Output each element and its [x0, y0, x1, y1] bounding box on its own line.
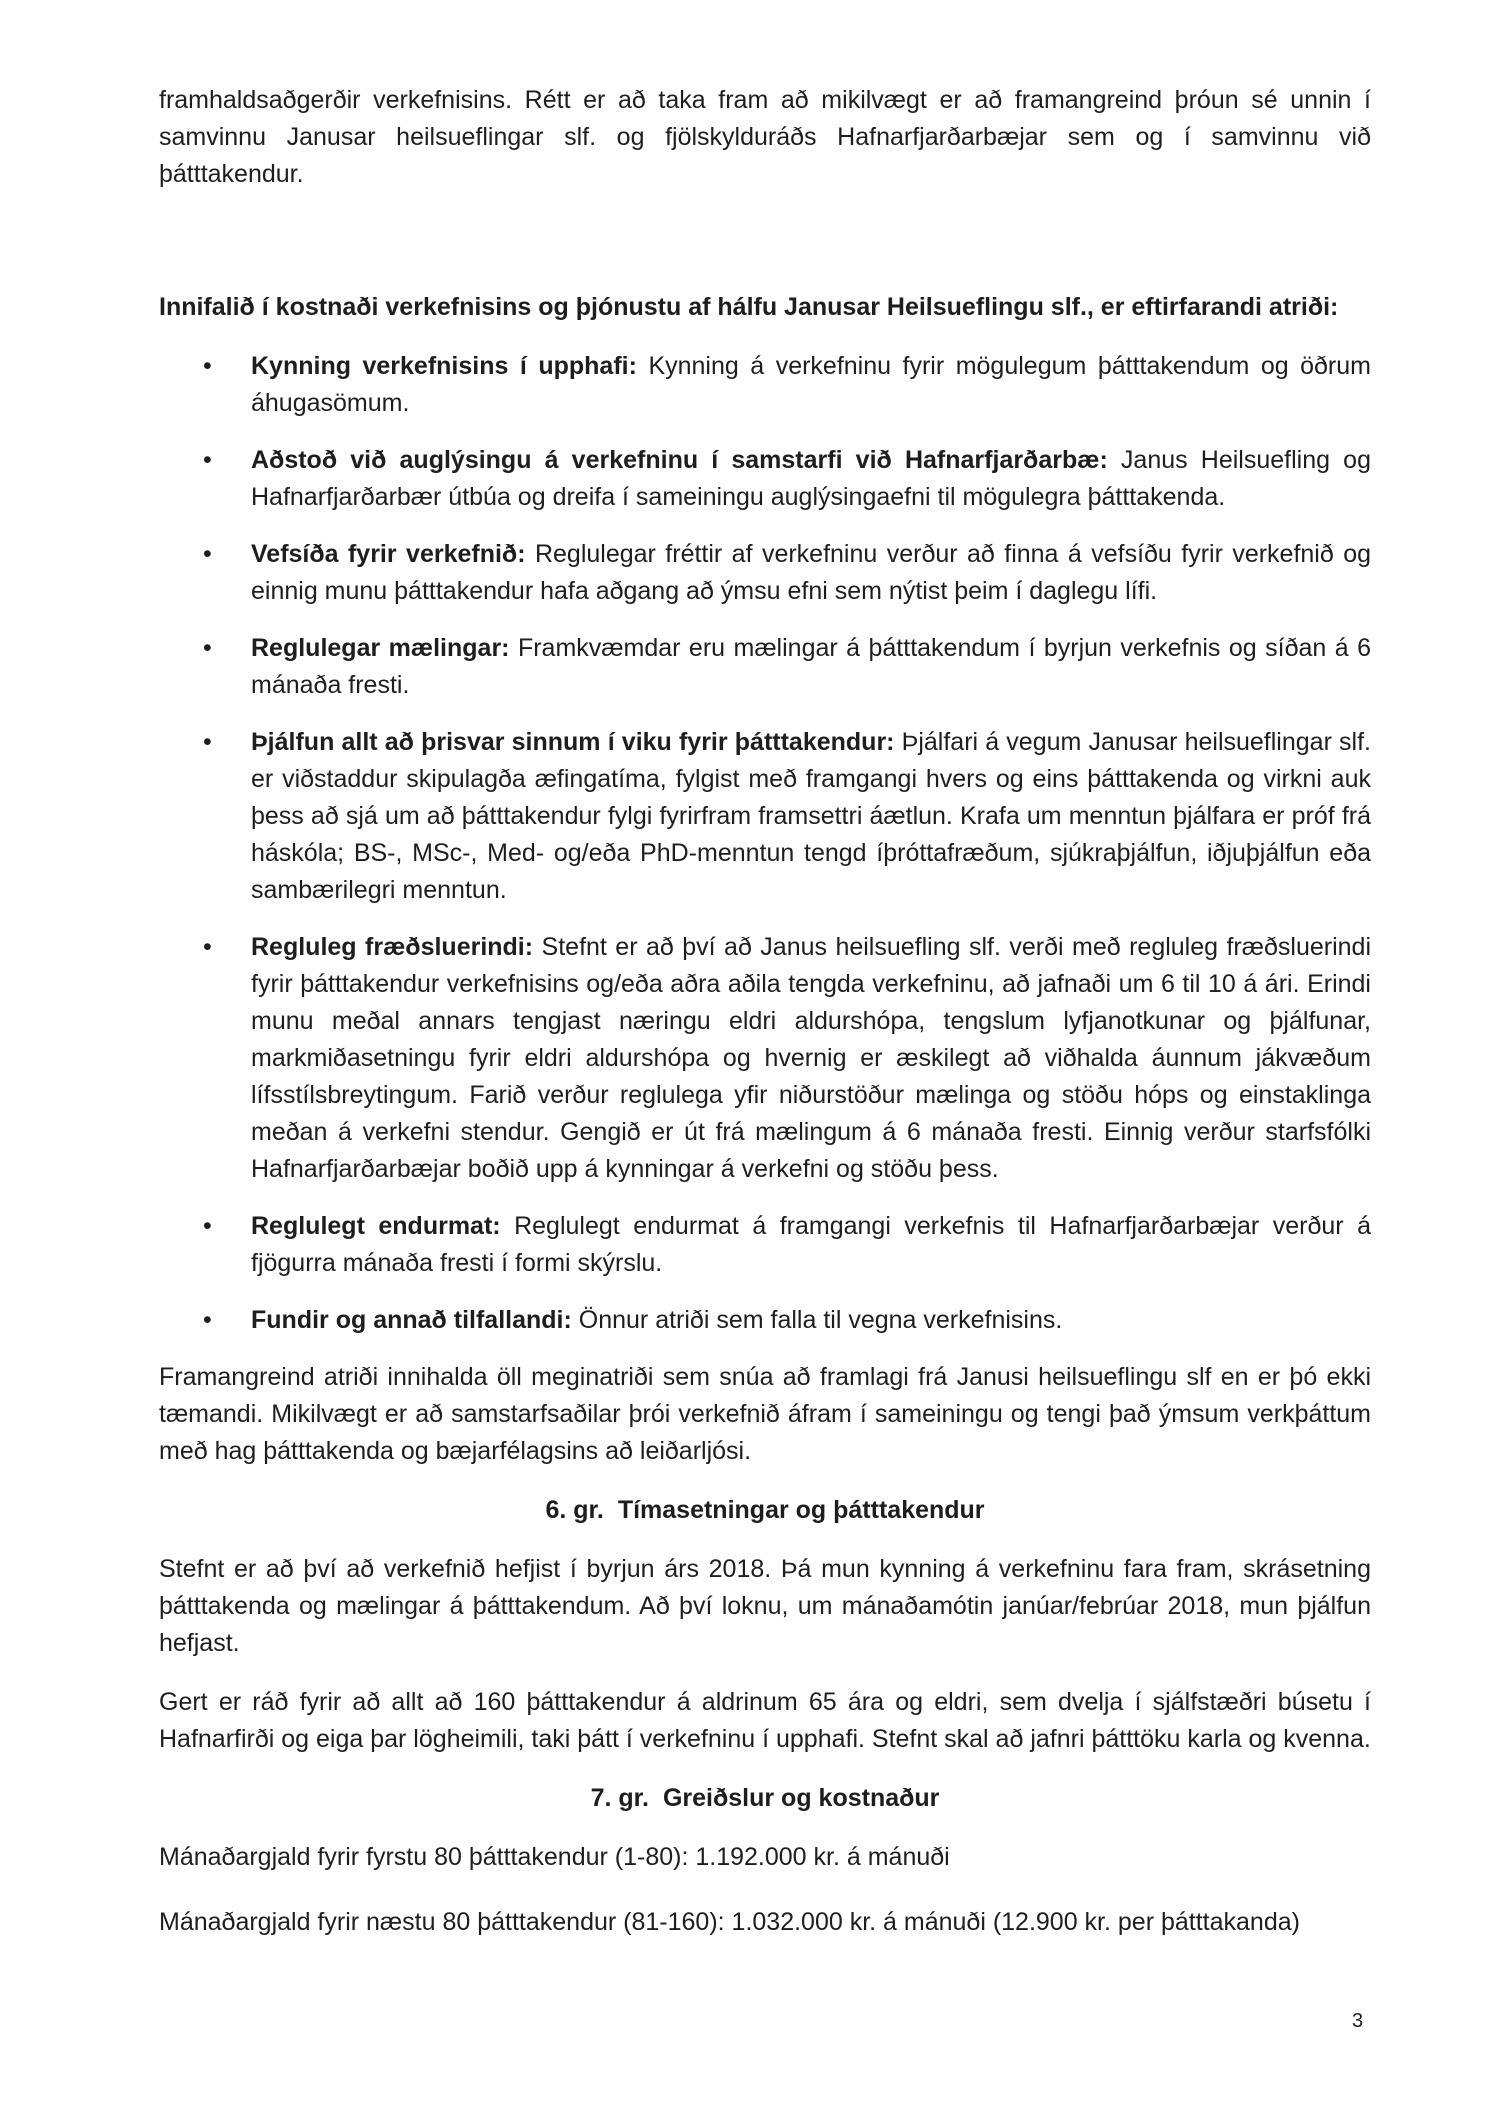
- intro-paragraph: framhaldsaðgerðir verkefnisins. Rétt er að taka fram að mikilvægt er að framangreind þróun sé unnin í samvinnu Janusar heilsueflingar slf. og fjölskylduráðs Hafnarfjarðarbæjar sem og í samvinnu við þátttakendur.: [159, 86, 1371, 188]
- item-title: Þjálfun allt að þrisvar sinnum í viku fyrir þátttakendur:: [251, 728, 895, 756]
- bullet-icon: •: [203, 540, 212, 568]
- list-item: [159, 1302, 1371, 1339]
- section-6-title: Tímasetningar og þátttakendur: [617, 1496, 985, 1524]
- list-item: [159, 724, 1371, 909]
- bullet-icon: •: [203, 728, 212, 756]
- bullet-icon: •: [203, 1212, 212, 1240]
- list-item: [159, 1208, 1371, 1282]
- list-item: [159, 536, 1371, 610]
- section-7-number: 7. gr.: [590, 1784, 649, 1812]
- item-text: Önnur atriði sem falla til vegna verkefnisins.: [571, 1306, 1063, 1334]
- section-7-heading: [159, 1780, 1371, 1817]
- list-item: [159, 929, 1371, 1188]
- item-title: Reglulegt endurmat:: [251, 1212, 501, 1240]
- bullet-icon: •: [203, 446, 212, 474]
- item-title: Fundir og annað tilfallandi:: [251, 1306, 572, 1334]
- item-text: Reglulegt endurmat á framgangi verkefnis til Hafnarfjarðarbæjar verður á fjögurra mánaða fresti í formi skýrslu.: [251, 1212, 1371, 1277]
- item-title: Aðstoð við auglýsingu á verkefninu í samstarfi við Hafnarfjarðarbæ:: [251, 446, 1108, 474]
- item-title: Kynning verkefnisins í upphafi:: [251, 352, 637, 380]
- section-6-paragraph-2: Gert er ráð fyrir að allt að 160 þátttakendur á aldrinum 65 ára og eldri, sem dvelja í sjálfstæðri búsetu í Hafnarfirði og eiga þar lögheimili, taki þátt í verkefninu í upphafi. Stefnt skal að jafnri þátttöku karla og kvenna.: [159, 1688, 1371, 1753]
- item-text: Janus Heilsuefling og Hafnarfjarðarbær útbúa og dreifa í sameiningu auglýsingaefni til mögulegra þátttakenda.: [251, 446, 1371, 511]
- item-title: Vefsíða fyrir verkefnið:: [251, 540, 526, 568]
- item-title: Reglulegar mælingar:: [251, 634, 510, 662]
- bullet-icon: •: [203, 352, 212, 380]
- item-text: Reglulegar fréttir af verkefninu verður að finna á vefsíðu fyrir verkefnið og einnig munu þátttakendur hafa aðgang að ýmsu efni sem nýtist þeim í daglegu lífi.: [251, 540, 1372, 605]
- document-page: [159, 82, 1371, 1969]
- section-6-paragraph-1: Stefnt er að því að verkefnið hefjist í byrjun árs 2018. Þá mun kynning á verkefninu fara fram, skrásetning þátttakenda og mælingar á þátttakendum. Að því loknu, um mánaðamótin janúar/febrúar 2018, mun þjálfun hefjast.: [159, 1555, 1371, 1657]
- item-title: Regluleg fræðsluerindi:: [251, 933, 534, 961]
- bullet-icon: •: [203, 933, 212, 961]
- list-item: [159, 442, 1371, 516]
- bullet-icon: •: [203, 1306, 212, 1334]
- list-item: [159, 348, 1371, 422]
- included-items-list: [159, 348, 1371, 1339]
- list-item: [159, 630, 1371, 704]
- item-text: Kynning á verkefninu fyrir mögulegum þátttakendum og öðrum áhugasömum.: [251, 352, 1371, 417]
- section-6-number: 6. gr.: [545, 1496, 604, 1524]
- included-heading: Innifalið í kostnaði verkefnisins og þjónustu af hálfu Janusar Heilsueflingu slf., er eftirfarandi atriði:: [159, 293, 1339, 321]
- monthly-fee-first-80: Mánaðargjald fyrir fyrstu 80 þátttakendur (1-80): 1.192.000 kr. á mánuði: [159, 1843, 950, 1871]
- summary-paragraph: Framangreind atriði innihalda öll meginatriði sem snúa að framlagi frá Janusi heilsueflingu slf en er þó ekki tæmandi. Mikilvægt er að samstarfsaðilar þrói verkefnið áfram í sameiningu og tengi það ýmsum verkþáttum með hag þátttakenda og bæjarfélagsins að leiðarljósi.: [159, 1363, 1371, 1465]
- item-text: Stefnt er að því að Janus heilsuefling slf. verði með regluleg fræðsluerindi fyrir þátttakendur verkefnisins og/eða aðra aðila tengda verkefninu, að jafnaði um 6 til 10 á ári. Erindi munu meðal annars tengjast næringu eldri aldurshópa, tengslum lyfjanotkunar og þjálfunar, markmiðasetningu fyrir eldri aldurshópa og hvernig er æskilegt að viðhalda áunnum jákvæðum lífsstílsbreytingum. Farið verður reglulega yfir niðurstöður mælinga og stöðu hóps og einstaklinga meðan á verkefni stendur. Gengið er út frá mælingum á 6 mánaða fresti. Einnig verður starfsfólki Hafnarfjarðarbæjar boðið upp á kynningar á verkefni og stöðu þess.: [251, 933, 1371, 1183]
- monthly-fee-next-80: Mánaðargjald fyrir næstu 80 þátttakendur (81-160): 1.032.000 kr. á mánuði (12.900 kr. per þátttakanda): [159, 1908, 1300, 1936]
- item-text: Þjálfari á vegum Janusar heilsueflingar slf. er viðstaddur skipulagða æfingatíma, fylgist með framgangi hvers og eins þátttakenda og virkni auk þess að sjá um að þátttakendur fylgi fyrirfram framsettri áætlun. Krafa um menntun þjálfara er próf frá háskóla; BS-, MSc-, Med- og/eða PhD-menntun tengd íþróttafræðum, sjúkraþjálfun, iðjuþjálfun eða sambærilegri menntun.: [251, 728, 1371, 904]
- section-7-title: Greiðslur og kostnaður: [662, 1784, 940, 1812]
- section-6-heading: [159, 1492, 1371, 1529]
- page-number: 3: [1352, 2010, 1364, 2032]
- item-text: Framkvæmdar eru mælingar á þátttakendum í byrjun verkefnis og síðan á 6 mánaða fresti.: [251, 634, 1371, 699]
- bullet-icon: •: [203, 634, 212, 662]
